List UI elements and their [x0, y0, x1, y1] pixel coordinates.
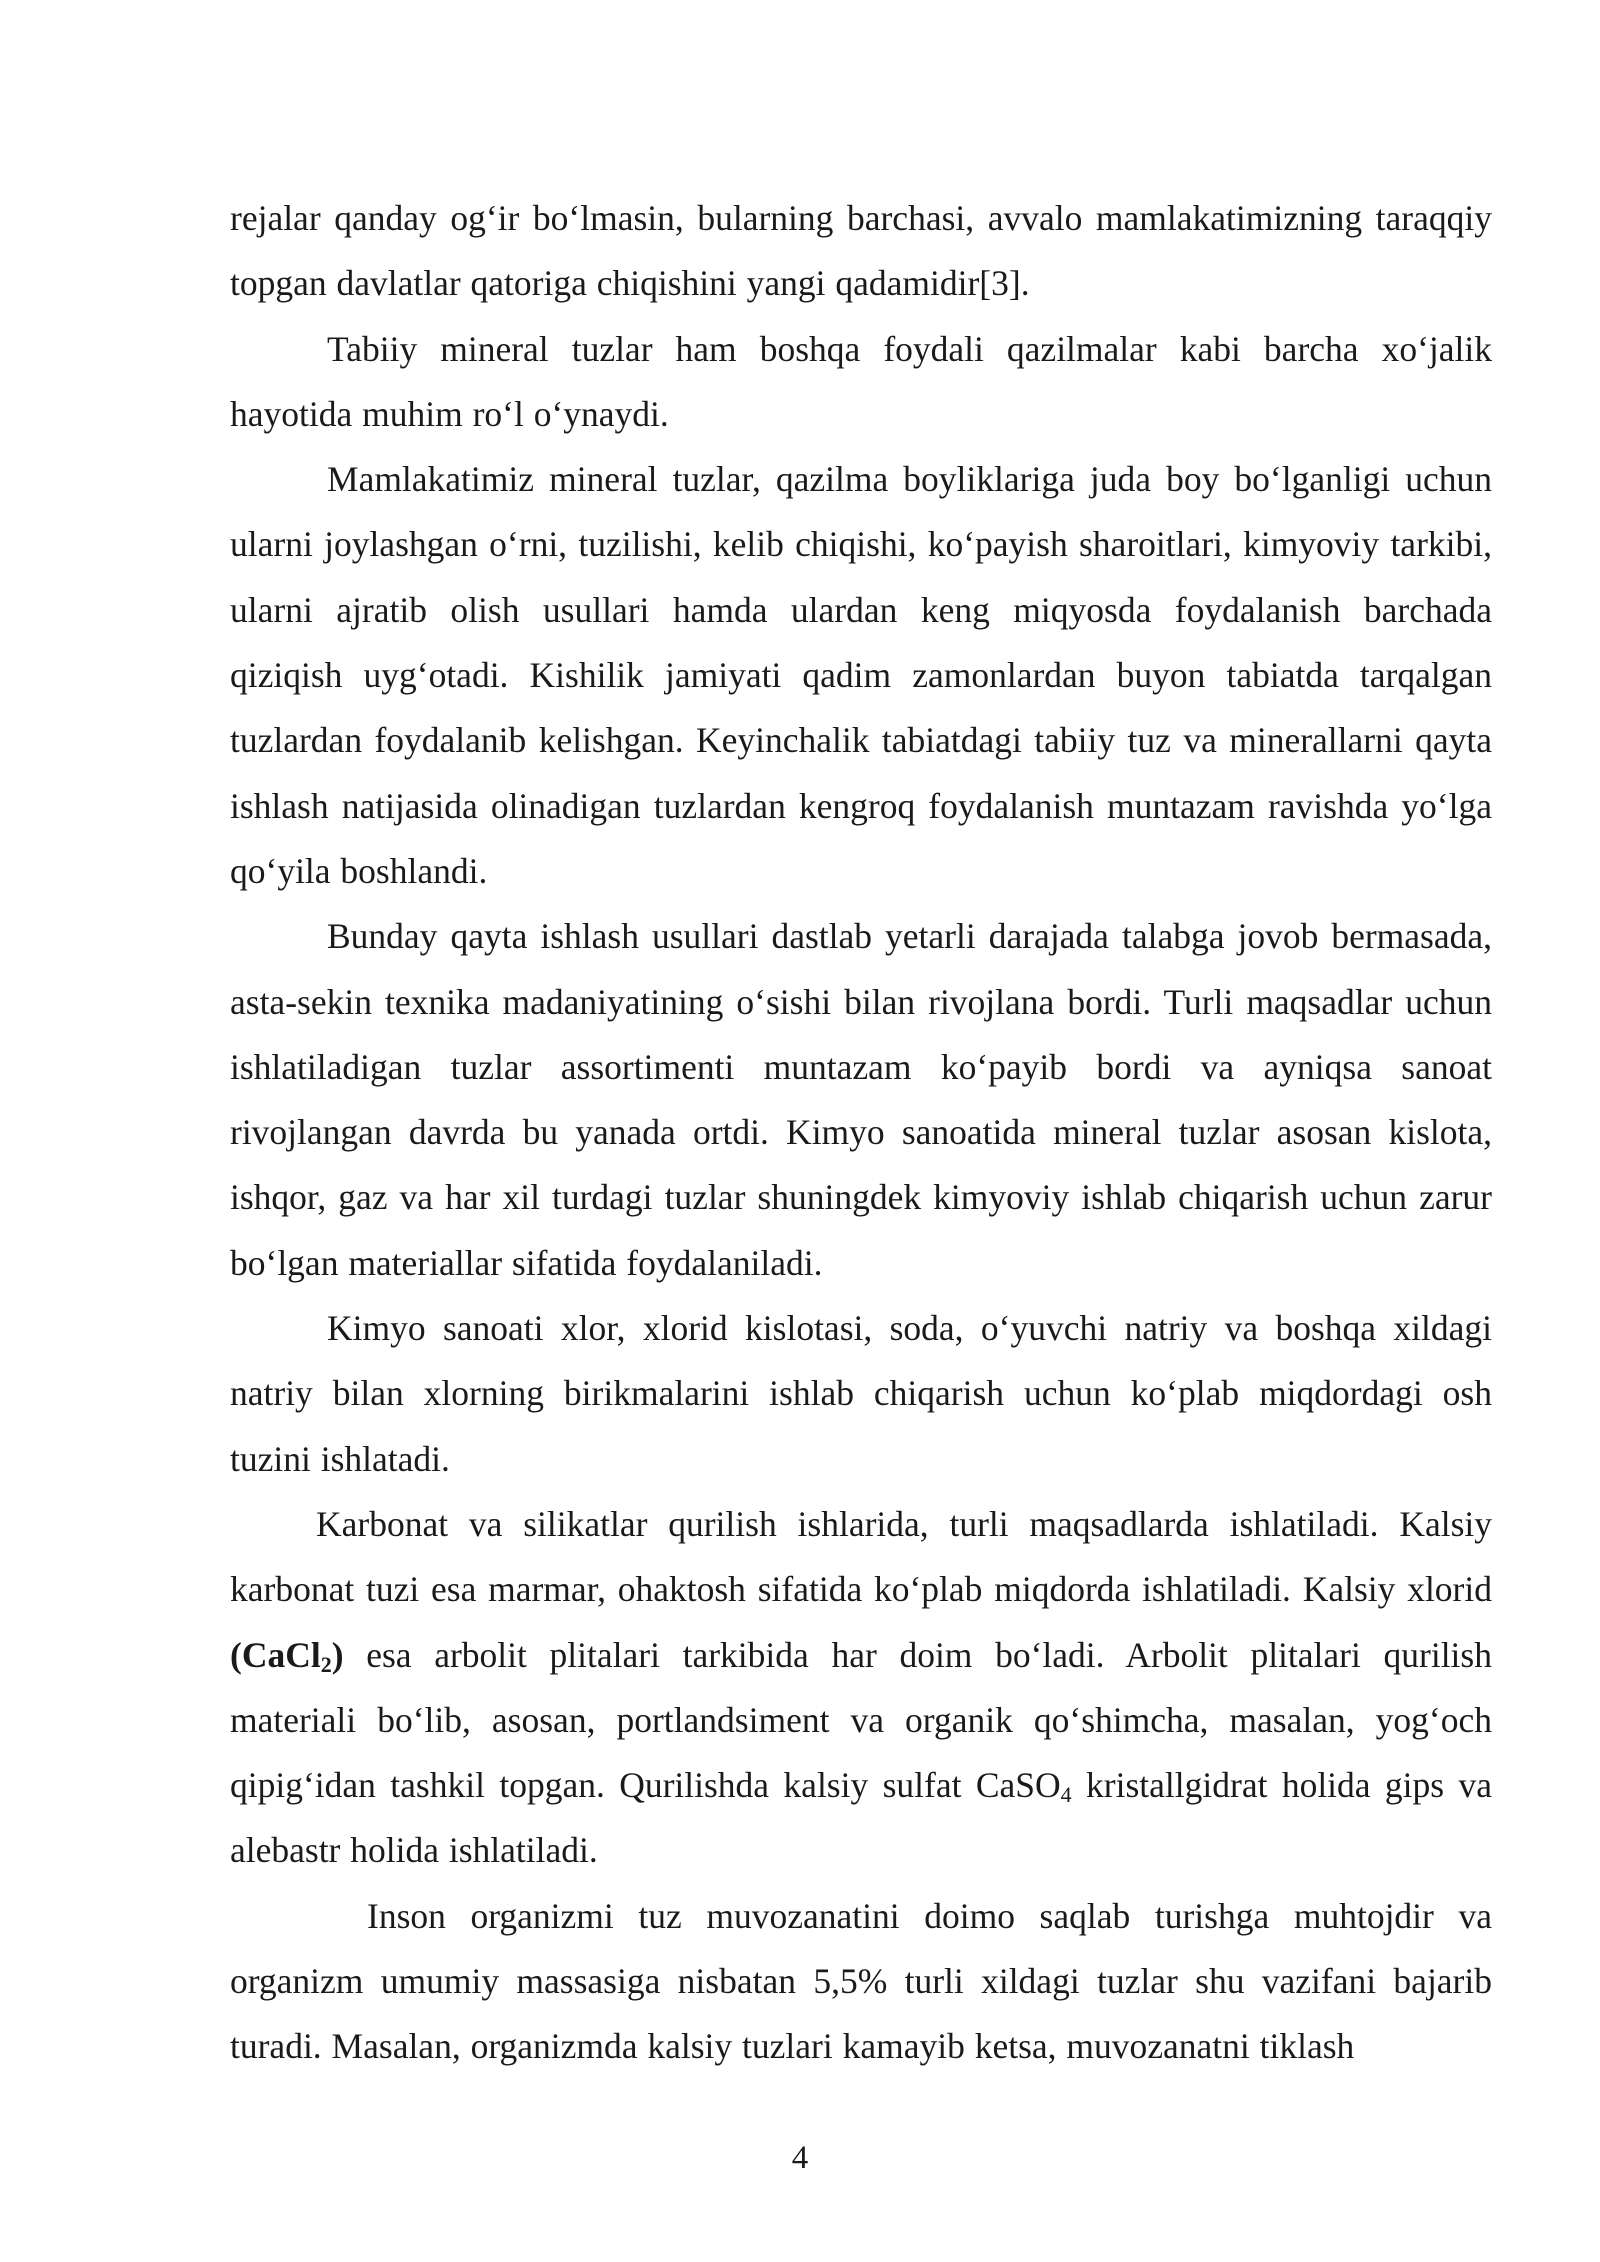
page-number: 4	[791, 2140, 809, 2176]
paragraph-6-text-b: esa arbolit plitalari tarkibida har doim bo‘ladi. Arbolit plitalari qurilish materiali bo‘lib, asosan, portlandsiment va organik qo‘shimcha, masalan, yog‘och qipig‘idan tashkil topgan. Qurilishda kalsiy sulfat CaSO	[230, 1634, 1492, 1806]
paragraph-5: Kimyo sanoati xlor, xlorid kislotasi, soda, o‘yuvchi natriy va boshqa xildagi natriy bilan xlorning birikmalarini ishlab chiqarish uchun ko‘plab miqdordagi osh tuzini ishlatadi.	[230, 1308, 1492, 1479]
formula-paren-open: (	[230, 1634, 242, 1675]
formula-subscript: 2	[320, 1651, 332, 1677]
paragraph-7: Inson organizmi tuz muvozanatini doimo saqlab turishga muhtojdir va organizm umumiy massasiga nisbatan 5,5% turli xildagi tuzlar shu vazifani bajarib turadi. Masalan, organizmda kalsiy tuzlari kamayib ketsa, muvozanatni tiklash	[230, 1895, 1492, 2067]
formula-main: CaCl	[241, 1634, 321, 1675]
sulfate-subscript: 4	[1060, 1781, 1072, 1807]
document-body	[230, 186, 1492, 2080]
paragraph-6-text-a: Karbonat va silikatlar qurilish ishlarida, turli maqsadlarda ishlatiladi. Kalsiy karbonat tuzi esa marmar, ohaktosh sifatida ko‘plab miqdorda ishlatiladi. Kalsiy xlorid	[230, 1503, 1492, 1610]
formula-paren-close: )	[331, 1634, 344, 1675]
paragraph-6-text-c: kristallgidrat holida gips va alebastr holida ishlatiladi.	[230, 1765, 1492, 1871]
paragraph-1: rejalar qanday og‘ir bo‘lmasin, bularning barchasi, avvalo mamlakatimizning taraqqiy topgan davlatlar qatoriga chiqishini yangi qadamidir[3].	[230, 198, 1492, 304]
paragraph-6	[230, 1492, 1492, 1884]
paragraph-2: Tabiiy mineral tuzlar ham boshqa foydali qazilmalar kabi barcha xo‘jalik hayotida muhim ro‘l o‘ynaydi.	[230, 328, 1492, 434]
formula-calcium-chloride	[230, 1635, 344, 1675]
paragraph-4: Bunday qayta ishlash usullari dastlab yetarli darajada talabga jovob bermasada, asta-sekin texnika madaniyatining o‘sishi bilan rivojlana bordi. Turli maqsadlar uchun ishlatiladigan tuzlar assortimenti muntazam ko‘payib bordi va ayniqsa sanoat rivojlangan davrda bu yanada ortdi. Kimyo sanoatida mineral tuzlar asosan kislota, ishqor, gaz va har xil turdagi tuzlar shuningdek kimyoviy ishlab chiqarish uchun zarur bo‘lgan materiallar sifatida foydalaniladi.	[230, 916, 1492, 1283]
paragraph-3: Mamlakatimiz mineral tuzlar, qazilma boyliklariga juda boy bo‘lganligi uchun ularni joylashgan o‘rni, tuzilishi, kelib chiqishi, ko‘payish sharoitlari, kimyoviy tarkibi, ularni ajratib olish usullari hamda ulardan keng miqyosda foydalanish barchada qiziqish uyg‘otadi. Kishilik jamiyati qadim zamonlardan buyon tabiatda tarqalgan tuzlardan foydalanib kelishgan. Keyinchalik tabiatdagi tabiiy tuz va minerallarni qayta ishlash natijasida olinadigan tuzlardan kengroq foydalanish muntazam ravishda yo‘lga qo‘yila boshlandi.	[230, 459, 1492, 891]
